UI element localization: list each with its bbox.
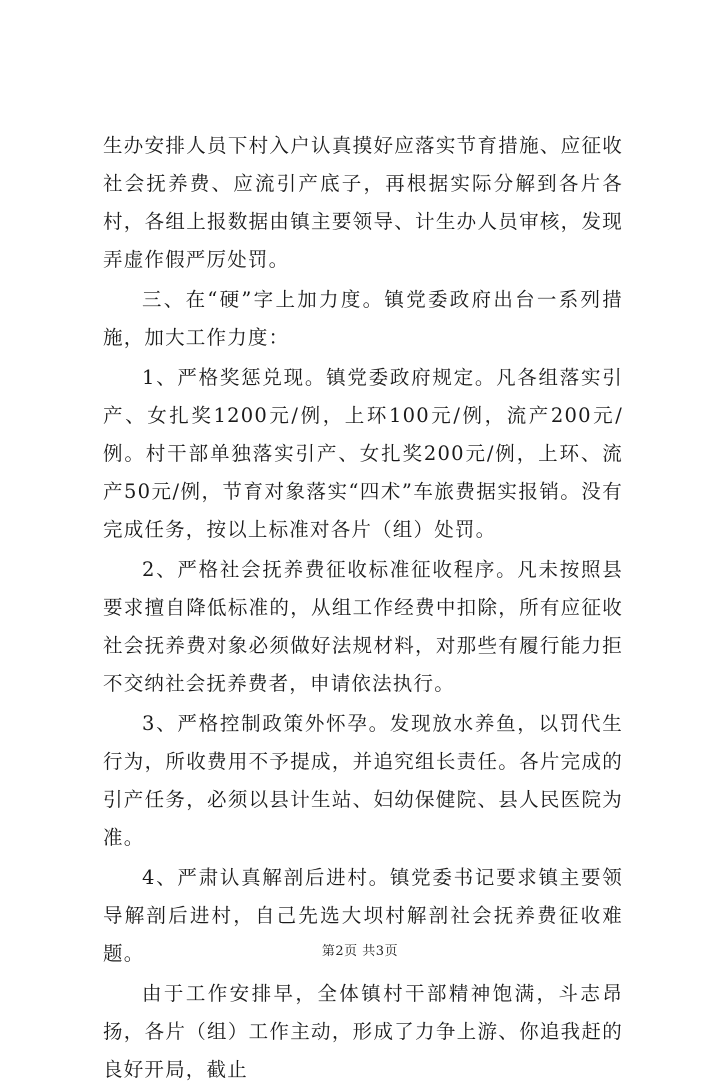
paragraph-item-3: 3、严格控制政策外怀孕。发现放水养鱼，以罚代生行为，所收费用不予提成，并追究组长责任。各片完成的引产任务，必须以县计生站、妇幼保健院、县人民医院为准。 [103,712,623,849]
paragraph-summary: 由于工作安排早，全体镇村干部精神饱满，斗志昂扬，各片（组）工作主动，形成了力争上游、你追我赶的良好开局，截止 [103,982,623,1081]
page-number-footer: 第2页 共3页 [321,944,399,959]
paragraph-item-2: 2、严格社会抚养费征收标准征收程序。凡未按照县要求擅自降低标准的，从组工作经费中扣除，所有应征收社会抚养费对象必须做好法规材料，对那些有履行能力拒不交纳社会抚养费者，申请依法执行。 [103,558,623,695]
paragraph-item-4: 4、严肃认真解剖后进村。镇党委书记要求镇主要领导解剖后进村，自己先选大坝村解剖社会抚养费征收难题。 [103,866,623,965]
paragraph-item-1: 1、严格奖惩兑现。镇党委政府规定。凡各组落实引产、女扎奖1200元/例，上环100元/例，流产200元/例。村干部单独落实引产、女扎奖200元/例，上环、流产50元/例，节育对象落实“四术”车旅费据实报销。没有完成任务，按以上标准对各片（组）处罚。 [103,366,623,541]
paragraph-section-three-heading: 三、在“硬”字上加力度。镇党委政府出台一系列措施，加大工作力度： [103,288,623,349]
paragraph-continuation: 生办安排人员下村入户认真摸好应落实节育措施、应征收社会抚养费、应流引产底子，再根据实际分解到各片各村，各组上报数据由镇主要领导、计生办人员审核，发现弄虚作假严厉处罚。 [103,134,623,271]
